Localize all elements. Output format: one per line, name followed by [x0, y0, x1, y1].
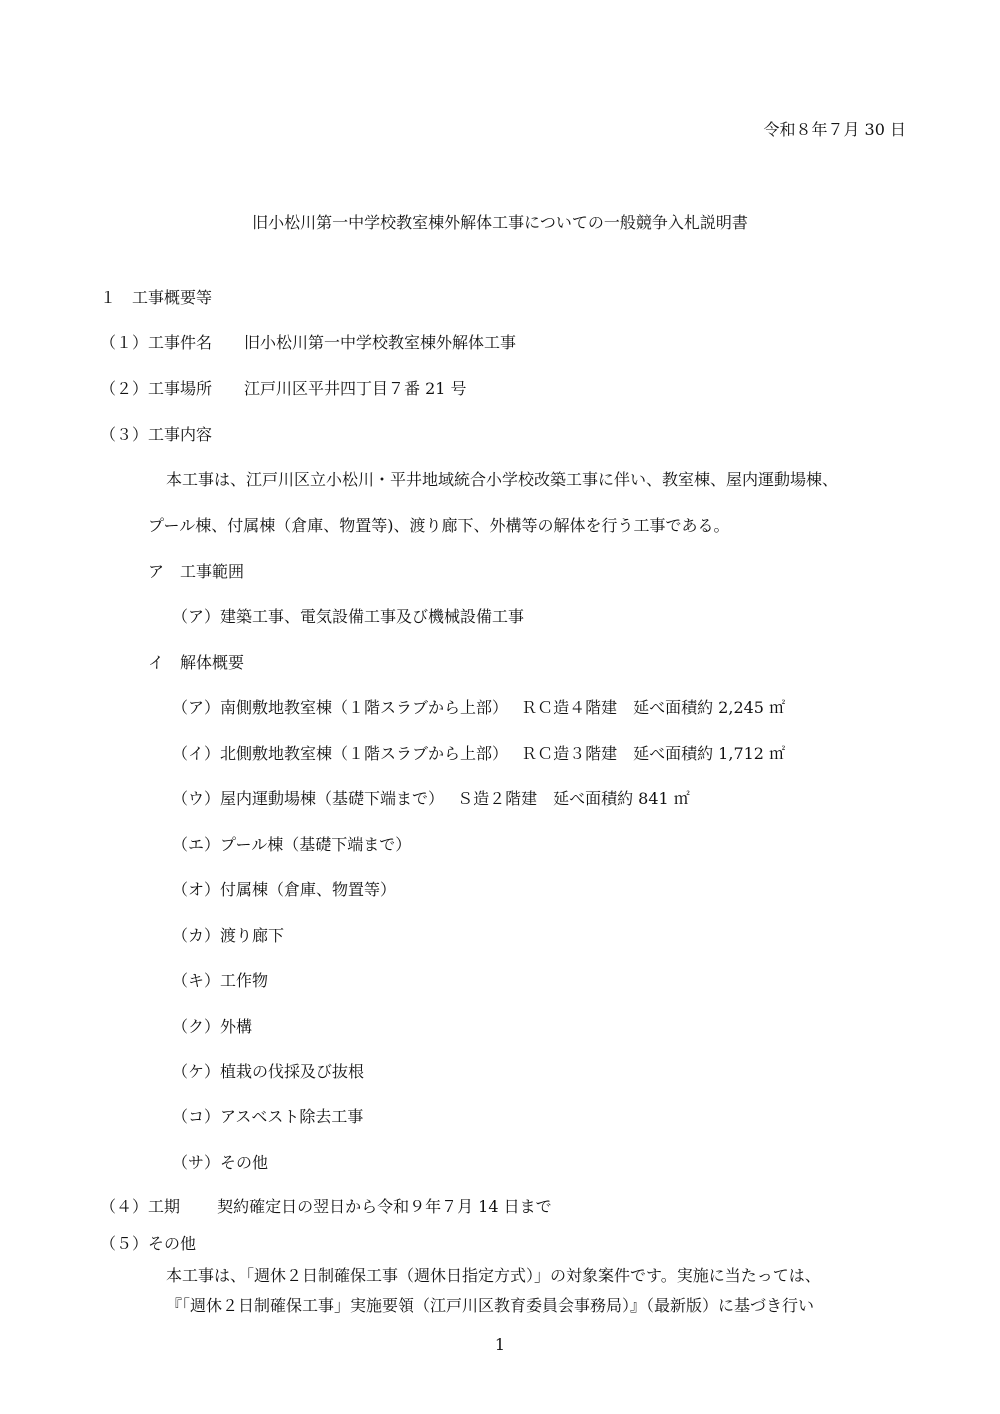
overview-item: （ク）外構	[172, 1017, 253, 1036]
other-text: 本工事は、「週休２日制確保工事（週休日指定方式）」の対象案件です。実施に当たっては、	[166, 1266, 821, 1285]
overview-item: （サ）その他	[172, 1153, 269, 1172]
overview-item: （コ）アスベスト除去工事	[172, 1107, 364, 1126]
overview-item: （キ）工作物	[172, 971, 269, 990]
overview-item: （ウ）屋内運動場棟（基礎下端まで） Ｓ造２階建 延べ面積約 841 ㎡	[172, 789, 690, 808]
scope-heading: ア 工事範囲	[148, 562, 245, 581]
project-content-text: プール棟、付属棟（倉庫、物置等)、渡り廊下、外構等の解体を行う工事である。	[148, 516, 730, 535]
overview-item: （エ）プール棟（基礎下端まで）	[172, 835, 412, 854]
overview-item: （カ）渡り廊下	[172, 926, 285, 945]
page-number: 1	[494, 1335, 506, 1354]
construction-period: （４）工期 契約確定日の翌日から令和９年７月 14 日まで	[100, 1197, 552, 1216]
other-text: 『「週休２日制確保工事」実施要領（江戸川区教育委員会事務局）』（最新版）に基づき行い	[166, 1296, 815, 1315]
document-date: 令和８年７月 30 日	[763, 120, 906, 139]
overview-item: （ケ）植栽の伐採及び抜根	[172, 1062, 365, 1081]
project-location: （２）工事場所 江戸川区平井四丁目７番 21 号	[100, 379, 467, 398]
overview-item: （イ）北側敷地教室棟（１階スラブから上部） ＲＣ造３階建 延べ面積約 1,712 ㎡	[172, 744, 786, 763]
overview-item: （オ）付属棟（倉庫、物置等）	[172, 880, 397, 899]
project-content-heading: （３）工事内容	[100, 425, 213, 444]
project-name: （１）工事件名 旧小松川第一中学校教室棟外解体工事	[100, 333, 517, 352]
scope-item: （ア）建築工事、電気設備工事及び機械設備工事	[172, 607, 525, 626]
section-heading: １ 工事概要等	[100, 288, 213, 307]
overview-heading: イ 解体概要	[148, 653, 245, 672]
document-title: 旧小松川第一中学校教室棟外解体工事についての一般競争入札説明書	[252, 213, 748, 232]
other-heading: （５）その他	[100, 1234, 197, 1253]
overview-item: （ア）南側敷地教室棟（１階スラブから上部） ＲＣ造４階建 延べ面積約 2,245 ㎡	[172, 698, 786, 717]
project-content-text: 本工事は、江戸川区立小松川・平井地域統合小学校改築工事に伴い、教室棟、屋内運動場棟、	[166, 470, 839, 489]
